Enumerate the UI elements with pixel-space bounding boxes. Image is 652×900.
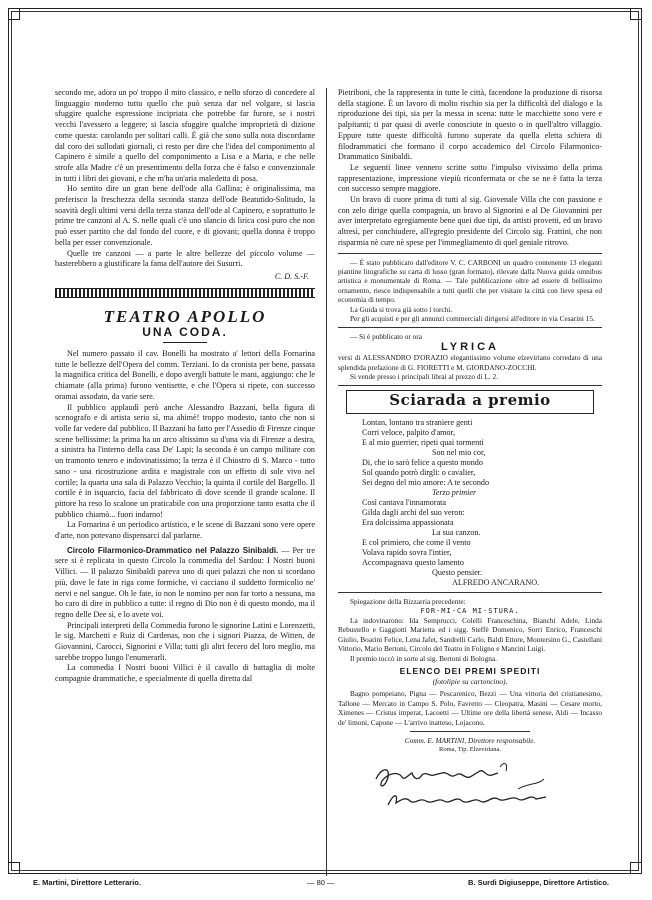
title-underline — [163, 342, 207, 343]
lyrica-price: Si vende presso i principali librai al prezzo di L. 2. — [350, 372, 498, 382]
signature-drawing — [368, 759, 568, 817]
article-paragraph: Il pubblico applaudì però anche Alessandro Bazzani, bella figura di scenografo e di artista serio sì, ma ahimè! troppo modesto, tanto che non si volle far vedere dal pubblico. Il Bazzani ha fatto per l'Assedio di Firenze cinque scene bellissime: la prima ha un arco altissimo su d'una via di Firenze a destra, a sinistra ha l'interno della casa De' Lapi; la seconda è un campo militare con un tramonto tenero e indovinatissimo; la terza è il Chiostro di S. Marco - tutto sano - una ricostruzione ardita e magistrale con un effetto di sole vivo nel cortile; la quarta una sala di Palazzo Vecchio; la quinta il cortile del Bargello. Il cortile è in isquarcio, facia del fabbricato di dove scende il grande scalone. Il pittore ha reso lo scalone un praticabile con una proporzione tanto esatta che il pubblico chiamò... fuori indarno! — [55, 402, 315, 519]
review-signature: C. D. S.-F. — [274, 271, 309, 281]
poem-line: Son nel mio cor, — [432, 448, 486, 458]
right-column — [338, 88, 602, 888]
responsible-director: Comm. E. MARTINI, Direttore responsabile. — [404, 736, 536, 745]
footer-artistic-director: B. Surdi Digiuseppe, Direttore Artistico. — [468, 878, 609, 887]
article-paragraph: Le seguenti linee vennero scritte sotto l'impulso vivissimo della prima rappresentazione, impressione viepiù riconfermata or che se ne è fatta la terza con successo sempre maggiore. — [338, 162, 602, 194]
page-number: — 80 — — [307, 878, 335, 887]
section-rule — [338, 253, 602, 254]
prizes-title: ELENCO DEI PREMI SPEDITI — [399, 665, 541, 676]
poem-line: Questo pensier. — [432, 568, 483, 578]
circolo-heading: Circolo Filarmonico-Drammatico nel Palazzo Sinibaldi. — [67, 545, 279, 555]
sciarada-poem — [338, 418, 602, 588]
section-rule — [338, 385, 602, 386]
poem-author: ALFREDO ANCARANO. — [452, 578, 540, 588]
section-rule — [410, 731, 530, 732]
poem-line: Gilda dagli archi del suo veron: — [362, 508, 465, 518]
ornamental-rule — [55, 288, 315, 298]
lyrica-description: versi di ALESSANDRO D'ORAZIO elegantissimo volume elzeviriano corredato di una splendida prefazione di G. FIORETTI e M. GIORDANO-ZOCCHI. — [338, 353, 602, 372]
poem-line: E col primiero, che come il vento — [362, 538, 471, 548]
poem-line: Corri veloce, palpito d'amor, — [362, 428, 455, 438]
poem-line: E al mio guerrier, ripeti quai tormenti — [362, 438, 484, 448]
notice-carboni: — È stato pubblicato dall'editore V. C. CARBONI un quadro contenente 13 eleganti piantine litografiche su carta di lusso (gran formato), rilevate dalla Nuova guida omnibus artistica e monumentale di Roma. — Tale pubblicazione oltre ad essere di bellissimo ornamento, riesce indispensabile a tutti quelli che per visitare la città con lieve spesa ed economia di tempo. — [338, 257, 602, 305]
bizzarria-heading: Spiegazione della Bizzarria precedente: — [350, 597, 466, 607]
notice-acquisti: Per gli acquisti e per gli annunzi commerciali dirigersi all'editore in via Cesarini 15. — [350, 313, 595, 323]
review-paragraph: Quelle tre canzoni — a parte le altre bellezze del piccolo volume — basterebbero a giustificare la fama dell'autore dei Susurri. — [55, 248, 315, 269]
solvers-list: La indovinarono: Ida Semprucci, Colelli Franceschina, Bianchi Adele, Linda Rebustello e Gaggiotti Marietta ed i sigg. Steffè Domenico, Sorri Enrico, Franceschi Giulio, Boarini Felice, Lena Jafet, Sandrelli Carlo, Baldi Ettore, Montersino G., Castellani Vittorio, Mario Bertoni, Circolo del Teatro in Foligno e Mancini Luigi. — [338, 615, 602, 654]
poem-line: Era dolcissima appassionata — [362, 518, 454, 528]
poem-line: Lontan, lontano tra straniere genti — [362, 418, 473, 428]
lyrica-intro: — Si è pubblicato or ora — [350, 332, 422, 342]
circolo-paragraph — [55, 546, 315, 621]
circolo-paragraph: Principali interpreti della Commedia furono le signorine Latini e Lorenzetti, le sig. Marchetti e Ruiz di Cardenas, non che i signori Piazza, de Witten, de Giovannini, Carocci, Signorini e Villa; tutti gli altri fecero del loro meglio, ma sarebbe troppo lungo l'enumerarli. — [55, 620, 315, 662]
sciarada-title: Sciarada a premio — [389, 391, 551, 410]
corner-ornament — [8, 862, 20, 874]
poem-line: Terzo primier — [432, 488, 477, 498]
review-paragraph: Ho sentito dire un gran bene dell'ode alla Gallina; è originalissima, ma preferisco la freschezza della seconda stanza dell'ode Beatutido-Solitudo, la soavità degli ultimi versi della terza stanza dell'ode al Capinero, e soprattutto le prime tre canzoni al A. S. nelle quali c'è uno slancio di lirica così puro che non può esser partito che dal fondo del cuore, e di giovani; quella donna è troppo bella per esser convenzionale. — [55, 184, 315, 247]
article-title: UNA CODA. — [142, 325, 228, 340]
notice-guida: La Guida si trova già sotto i torchi. — [350, 304, 453, 314]
poem-line: La sua canzon. — [432, 528, 481, 538]
prizes-subtitle: (fotolipie su cartoncino). — [432, 676, 508, 686]
sciarada-title-box — [346, 390, 594, 414]
theatre-heading: TEATRO APOLLO — [103, 306, 267, 326]
article-paragraph: La Fornarina è un periodico artistico, e le scene di Bazzani sono vere opere d'arte, non potevano dispensarci dal parlarne. — [55, 520, 315, 541]
review-paragraph: secondo me, adora un po' troppo il mito classico, e nello sforzo di concedere al linguaggio moderno tutto quello che può senza dar nel volgare, si lascia sfuggire qualche espressione incipriata che potrebbe far furore, se i nostri vecchi l'avessero a leggere; si lascia sfuggire qualche improprietà di dizione come questa: carolando per solitari calli. È già che sono sulla nota discordante dal coro dei sullodati giornali, ci resto per dire che l'idea del componimento al Capinero è simile a quello del componimento a Lisa e a Maria, e che nelle strofe alla Madre c'è un presentimento della forza che è falso e convenzionale in tutti i libri dei giovani, e che m'ha un'aria maledetta di posa. — [55, 88, 315, 183]
corner-ornament — [630, 862, 642, 874]
poem-line: Accompagnava questo lamento — [362, 558, 464, 568]
poem-line: Sol quando potrò dirgli: o cavalier, — [362, 468, 476, 478]
poem-line: Così cantava l'innamorata — [362, 498, 447, 508]
footer-literary-director: E. Martini, Direttore Letterario. — [33, 878, 141, 887]
poem-line: Di, che io sarò felice a questo mondo — [362, 458, 483, 468]
article-paragraph: Nel numero passato il cav. Bonelli ha mostrato a' lettori della Fornarina tutte le bellezze dell'Opera del comm. Terziani. Io da cronista per bene, passata la magnifica critica del Bonelli, e dopo avergli battute le mani, aggiungo: che le chiamate (alla prima) furono ventisette, e che l'Opera si ripete, con successo oramai assodato, da varie sere. — [55, 349, 315, 401]
circolo-paragraph: La commedia I Nostri buoni Villici è il cavallo di battaglia di molte compagnie drammatiche, e specialmente di quella diretta dal — [55, 663, 315, 684]
article-paragraph: Un bravo di cuore prima di tutti al sig. Giovenale Villa che con passione e con zelo dirige quella compagnia, un bravo al Signorini e al De Giovannini per aver interpretato egregiamente bene quei due tipi, da artisti provetti, ed un bravo altresì, per conchiudere, all'egregio presidente del Circolo sig. Frattini, che non risparmia nè cure nè spese per l'immegliamento di quel geniale ritrovo. — [338, 195, 602, 247]
handwritten-signature — [368, 759, 602, 817]
article-paragraph: Pietriboni, che la rappresenta in tutte le città, facendone la produzione di risorsa della stagione. È un lavoro di molto rischio sia per la difficoltà del dialogo e la riproduzione dei tipi, sia per la messa in scena: tutte le macchiette sono vere e palpitanti; ti par quasi di averle conosciute in questo o in quell'altro villaggio. Eppure tutte queste difficoltà furono superate da quella eletta schiera di filodrammatici che formano il corpo accademico del Circolo Filarmonico-Drammatico Sinibaldi. — [338, 88, 602, 162]
bizzarria-answer: FOR-MI-CA MI-STURA. — [420, 606, 520, 615]
section-rule — [338, 592, 602, 593]
corner-ornament — [8, 8, 20, 20]
circolo-text: — Per tre sere si è replicata in questo Circolo la commedia del Sardou: I Nostri buoni Villici. — Il palazzo Sinibaldi pareva uno di quei palazzi che non si scordano più, dove le fate in riga come formiche, vi cacciano il suddetto formicolio ne' nervi e nel sangue. Oh le fate, io non le nomino per non far torto a nessuna, ma ho caro di dire in pubblico a tutte: il regno di Dio non è di questo mondo, ma il regno delle Dee sì, e lo avete voi. — [55, 545, 315, 619]
lyrica-title: LYRICA — [441, 340, 499, 353]
poem-line: Volava rapido sovra l'intier, — [362, 548, 452, 558]
left-column — [55, 88, 315, 888]
printer: Roma, Tip. Elzeviriana. — [439, 746, 501, 754]
prizes-list: Bagno pompeiano, Pigna — Pescarenico, Bezzi — Una vittoria del cristianesimo, Tallone — Mercato in Campo S. Polo, Favretto — Cleopatra, Masini — Cesare morto, Ximenes — Cristus imperat, Lacoetti — Ultime ore della libertà senese, Aldi — Incasso de' limoni, Capone — L'arrivo inatteso, Lojacono. — [338, 689, 602, 727]
section-rule — [338, 327, 602, 328]
poem-line: Sei degno del mio amore: A te secondo — [362, 478, 490, 488]
column-divider — [326, 88, 327, 876]
corner-ornament — [630, 8, 642, 20]
prize-winner: Il premio toccò in sorte al sig. Bertoni di Bologna. — [350, 653, 497, 663]
